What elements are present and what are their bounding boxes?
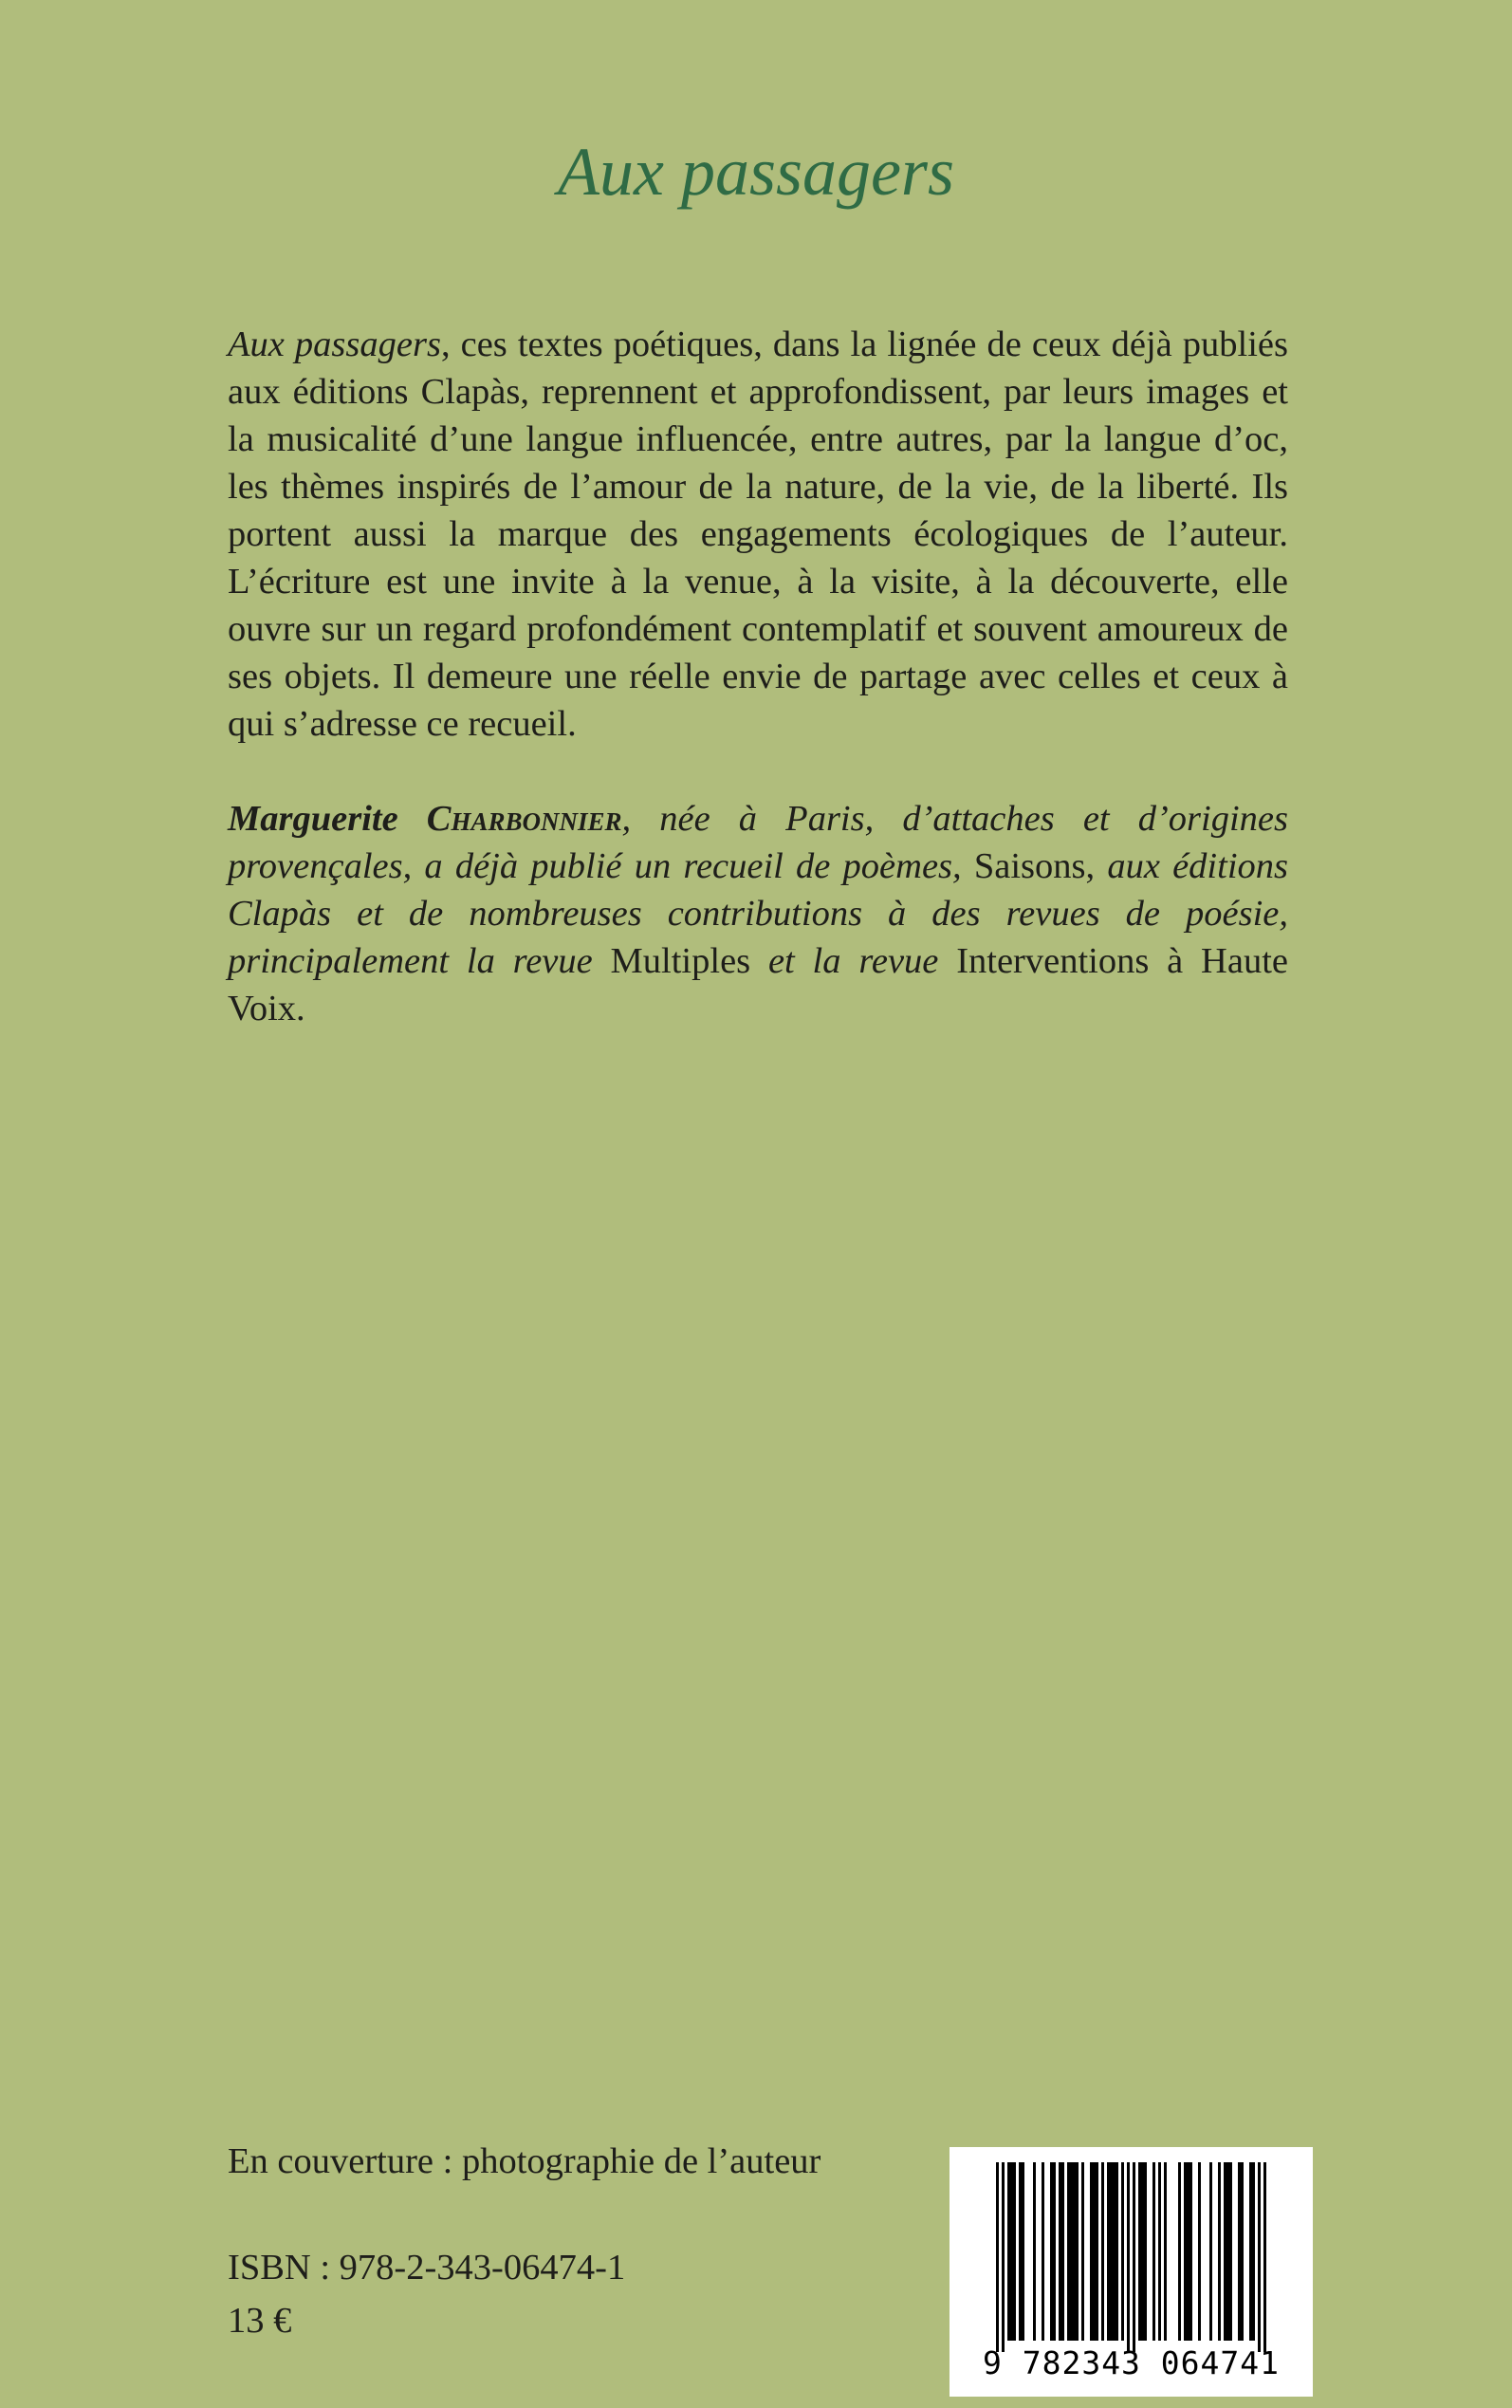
barcode-bar bbox=[1090, 2162, 1093, 2341]
barcode-bar bbox=[1050, 2162, 1053, 2341]
barcode-bar bbox=[1107, 2162, 1110, 2341]
barcode-bar bbox=[1144, 2162, 1147, 2341]
barcode-bar bbox=[1258, 2162, 1261, 2352]
barcode-bar bbox=[996, 2162, 999, 2352]
barcode-bar bbox=[1133, 2162, 1135, 2352]
barcode-bar bbox=[1121, 2162, 1124, 2341]
barcode-bar bbox=[1113, 2162, 1116, 2341]
barcode-bar bbox=[1127, 2162, 1130, 2352]
summary-text: , ces textes poétiques, dans la lignée de ceux déjà publiés aux éditions Clapàs, reprennent et approfondissent, par leurs images et la musicalité d’une langue influencée, entre autres, par la langue d’oc, les thèmes inspirés de l’amour de la nature, de la vie, de la liberté. Ils portent aussi la marque des engagements écologiques de l’auteur. L’écriture est une invite à la venue, à la visite, à la découverte, elle ouvre sur un regard profondément contemplatif et souvent amoureux de ses objets. Il demeure une réelle envie de partage avec celles et ceux à qui s’adresse ce recueil. bbox=[228, 324, 1289, 744]
barcode-bar bbox=[1070, 2162, 1073, 2341]
barcode-bar bbox=[1059, 2162, 1061, 2341]
barcode-bar bbox=[1209, 2162, 1212, 2341]
barcode-bar bbox=[1218, 2162, 1221, 2341]
barcode-bar bbox=[1067, 2162, 1070, 2341]
price: 13 € bbox=[228, 2301, 292, 2341]
barcode-bar bbox=[1229, 2162, 1232, 2341]
barcode-bar bbox=[1081, 2162, 1084, 2341]
bio-part-1: , née à Paris, d’attaches et d’origines provençales, a déjà publié un recueil de poèmes, bbox=[228, 799, 1288, 886]
barcode-digits: 9 782343 064741 bbox=[982, 2344, 1280, 2381]
barcode-bar bbox=[1164, 2162, 1167, 2341]
author-bio bbox=[228, 795, 1288, 1032]
barcode-bar bbox=[1073, 2162, 1076, 2341]
bio-part-2: aux éditions Clapàs et de nombreuses contributions à des revues de poésie, principalement la revue bbox=[228, 846, 1289, 981]
barcode-bar bbox=[1096, 2162, 1098, 2341]
barcode-bar bbox=[1158, 2162, 1161, 2341]
bio-journal-1: Multiples bbox=[592, 941, 751, 981]
isbn: ISBN : 978-2-343-06474-1 bbox=[228, 2248, 626, 2288]
barcode-bar bbox=[1141, 2162, 1144, 2341]
barcode-bar bbox=[1189, 2162, 1192, 2341]
barcode-bar bbox=[1138, 2162, 1141, 2341]
barcode-bar bbox=[1022, 2162, 1024, 2341]
author-last-name: Charbonnier bbox=[426, 799, 622, 839]
barcode-bar bbox=[1187, 2162, 1189, 2341]
barcode-bar bbox=[1010, 2162, 1013, 2341]
barcode-bar bbox=[1042, 2162, 1044, 2341]
bio-book-title: Saisons, bbox=[961, 846, 1096, 886]
barcode-bar bbox=[1252, 2162, 1255, 2341]
book-title: Aux passagers bbox=[558, 134, 954, 210]
barcode bbox=[950, 2147, 1313, 2397]
barcode-bar bbox=[1019, 2162, 1022, 2341]
barcode-bar bbox=[1224, 2162, 1226, 2341]
barcode-bar bbox=[1152, 2162, 1155, 2341]
barcode-bar bbox=[1002, 2162, 1005, 2352]
barcode-bar bbox=[1263, 2162, 1266, 2352]
bio-part-3: et la revue bbox=[750, 941, 939, 981]
barcode-bar bbox=[1076, 2162, 1079, 2341]
barcode-bar bbox=[1238, 2162, 1241, 2341]
barcode-bar bbox=[1178, 2162, 1181, 2341]
barcode-bar bbox=[1053, 2162, 1056, 2341]
barcode-bar bbox=[1241, 2162, 1244, 2341]
barcode-bar bbox=[1007, 2162, 1010, 2341]
barcode-bar bbox=[1249, 2162, 1252, 2341]
barcode-bar bbox=[1110, 2162, 1113, 2341]
barcode-bar bbox=[1116, 2162, 1118, 2341]
author-first-name: Marguerite bbox=[228, 799, 427, 839]
barcode-bar bbox=[1033, 2162, 1036, 2341]
barcode-bar bbox=[1013, 2162, 1016, 2341]
barcode-bar bbox=[1061, 2162, 1064, 2341]
cover-credit: En couverture : photographie de l’auteur bbox=[228, 2141, 821, 2181]
barcode-bar bbox=[1184, 2162, 1187, 2341]
barcode-bar bbox=[1198, 2162, 1201, 2341]
bio-journal-2: Interventions à Haute Voix. bbox=[228, 941, 1288, 1028]
barcode-bar bbox=[1101, 2162, 1104, 2341]
barcode-bar bbox=[1093, 2162, 1096, 2341]
summary-lead: Aux passagers bbox=[228, 324, 441, 364]
book-summary bbox=[228, 321, 1288, 748]
barcode-bar bbox=[1226, 2162, 1229, 2341]
